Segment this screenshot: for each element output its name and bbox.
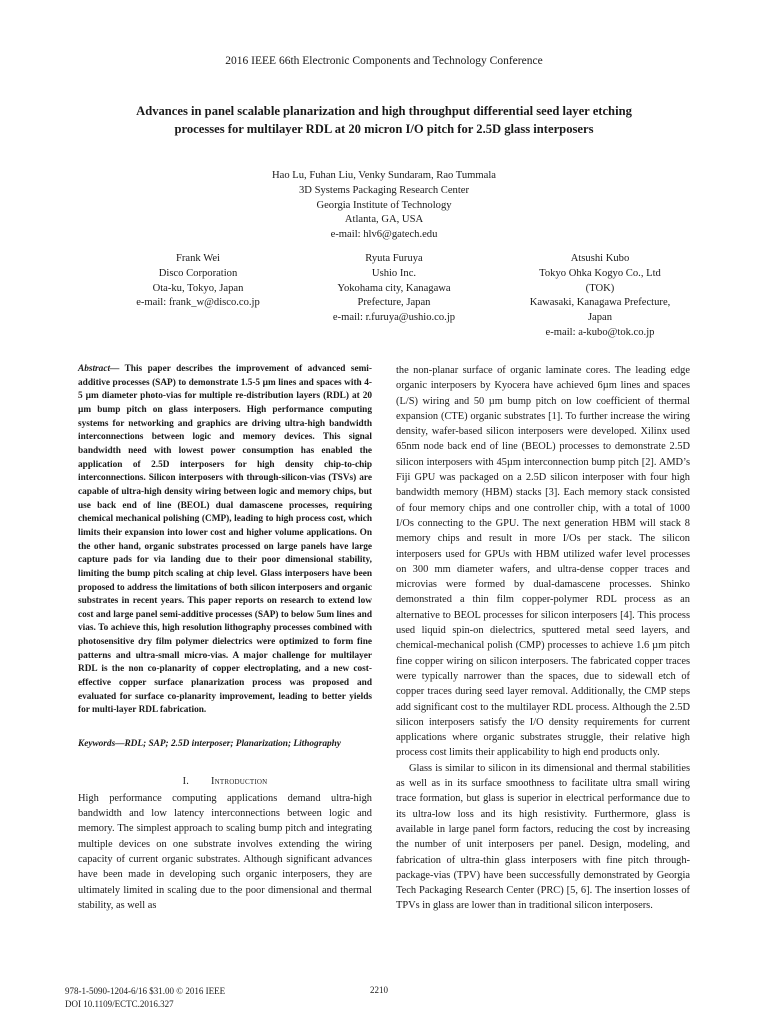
- footer-isbn: 978-1-5090-1204-6/16 $31.00 © 2016 IEEE: [65, 986, 226, 996]
- abstract-text: — This paper describes the improvement of advanced semi-additive processes (SAP) to demonstrate 1.5-5 µm lines and spaces with 4-5 µm diameter photo-vias for multiple re-distribution layers (RDL) at 20 µm bump pitch on glass interposers. High performance computing systems for networking and graphics are driving ultra-high bandwidth interconnections between logic and memory devices. This signal bandwidth need with lowest power consumption has enabled the application of 2.5D interposers for high density chip-to-chip interconnections. Silicon interposers with through-silicon-vias (TSVs) are capable of ultra-high density wiring between logic and memory chips, but use back end of line (BEOL) dual damascene processes, requiring chemical mechanical polishing (CMP), leading to high process cost, which limits their expansion into lower cost and higher volume applications. On the other hand, organic substrates processed on large panels have large capture pads for via landing due to their poor dimensional stability, limiting the bump pitch scaling at chip level. Glass interposers have been proposed to address the limitations of both silicon interposers and organic substrates in recent years. This paper reports on research to extend low cost and large panel semi-additive processes (SAP) to below 5um lines and vias. To achieve this, high resolution lithography processes combined with photosensitive dry film polymer dielectrics were optimized to form fine patterns and ultra-small micro-vias. A major challenge for multilayer RDL is the non co-planarity of copper electroplating, and a new cost-effective copper surface planarization process was proposed and evaluated for surface co-planarity improvement, leading to better yields for multi-layer RDL fabrication.: [78, 364, 372, 716]
- paper-title: [80, 102, 688, 138]
- abstract-label: Abstract: [78, 364, 111, 374]
- coauthor-location: Ota-ku, Tokyo, Japan: [152, 282, 244, 294]
- coauthor-location: Yokohama city, Kanagawa: [337, 282, 451, 294]
- body-paragraph-2: Glass is similar to silicon in its dimensional and thermal stabilities as well as in its surface smoothness to facilitate ultra small wiring trace formation, but glass is superior in electrical performance due to its ultra-low loss and its high resistivity. Furthermore, glass is available in large panel form factors, reducing the cost by increasing the number of unit interposers per panel. Design, modeling, and fabrication of ultra-thin glass interposers with fine pitch through-package-vias (TPV) have been successfully demonstrated by Georgia Tech Packaging Research Center (PRC) [5, 6]. The insertion losses of TPVs in glass are lower than in traditional silicon interposers.: [396, 762, 690, 912]
- body-paragraph-1: the non-planar surface of organic laminate cores. The leading edge organic interposers by Kyocera have achieved 6µm lines and spaces (L/S) wiring and 50 µm bump pitch on low coefficient of thermal expansion (CTE) organic substrates [1]. To further increase the wiring density, wafer-based silicon interposers were developed. Xilinx used 65nm node back end of line (BEOL) processes to demonstrate 2.5D silicon interposers with 45µm interconnection bump pitch [2]. AMD’s Fiji GPU was packaged on a 2.5D silicon interposer with four high bandwidth memory (HBM) stacks [3]. Each memory stack consisted of four memory chips and one controller chip, with a total of 1000 I/Os connecting to the GPU. The next generation HBM will stack 8 memory chips and result in more I/Os per stack. The silicon interposers used for GPUs with HBM utilized wafer level processes on 300 mm diameter wafers, and ultra-dense copper traces and microvias were formed by dual-damascene processes. Shinko demonstrated a thin film copper-polymer RDL process as an alternative to BEOL processes for silicon interposers [4]. This process used liquid spin-on dielectrics, sputtered metal seed layers, and chemical-mechanical polish (CMP) processes to achieve 1.6 µm pitch fine copper wiring on silicon interposers. The fabricated copper traces were typically narrower than the spaces, due to sidewall etch of copper traces during seed layer removal. Additionally, the CMP steps add significant cost to the multilayer RDL process. Although the 2.5D silicon interposers satisfy the I/O density requirements for current applications where organic substrates struggle, their relative high process cost limits their applicability to high end products only.: [396, 365, 690, 759]
- section-heading-introduction: [78, 776, 372, 787]
- coauthor-name: Atsushi Kubo: [570, 253, 630, 264]
- title-line-2: processes for multilayer RDL at 20 micron I/O pitch for 2.5D glass interposers: [174, 122, 594, 136]
- location: Atlanta, GA, USA: [344, 214, 424, 226]
- left-column: [78, 363, 372, 913]
- coauthor-email: e-mail: r.furuya@ushio.co.jp: [332, 312, 456, 324]
- abstract: [78, 363, 372, 718]
- intro-paragraph: High performance computing applications demand ultra-high bandwidth and low latency interconnections between logic and memory. The simplest approach to scaling bump pitch and integrating multiple devices on one substrate involves extending the wiring capacity of current organic substrates. Although significant advances have been made in developing such organic interposers, they are ultimately limited in scaling due to the poor dimensional and thermal stability, as well as: [78, 792, 372, 911]
- coauthor-block-ushio: [294, 252, 494, 326]
- title-line-1: Advances in panel scalable planarization and high throughput differential seed layer etching: [136, 104, 632, 118]
- keywords: Keywords—RDL; SAP; 2.5D interposer; Planarization; Lithography: [78, 739, 341, 750]
- research-center: 3D Systems Packaging Research Center: [298, 184, 470, 196]
- right-column: [396, 363, 690, 914]
- section-number: I.: [182, 775, 189, 787]
- coauthor-name: Frank Wei: [176, 253, 220, 264]
- coauthor-company: Tokyo Ohka Kogyo Co., Ltd: [539, 267, 661, 279]
- section-title: Introduction: [211, 775, 268, 787]
- main-affiliation: [234, 169, 534, 243]
- coauthor-name: Ryuta Furuya: [365, 253, 423, 264]
- coauthor-company: Disco Corporation: [158, 267, 238, 279]
- coauthor-company-abbrev: (TOK): [585, 282, 615, 294]
- institute: Georgia Institute of Technology: [316, 199, 452, 211]
- coauthor-country: Japan: [587, 312, 613, 324]
- coauthor-block-disco: [98, 252, 298, 311]
- conference-name: 2016 IEEE 66th Electronic Components and Technology Conference: [225, 55, 543, 67]
- footer-copyright: [65, 985, 225, 1011]
- coauthor-email: e-mail: a-kubo@tok.co.jp: [545, 326, 655, 338]
- coauthor-email: e-mail: frank_w@disco.co.jp: [136, 297, 260, 309]
- coauthor-company: Ushio Inc.: [371, 267, 417, 279]
- coauthor-location: Kawasaki, Kanagawa Prefecture,: [529, 297, 671, 309]
- author-names: Hao Lu, Fuhan Liu, Venky Sundaram, Rao Tummala: [271, 170, 497, 181]
- coauthor-block-tok: [500, 252, 700, 341]
- coauthor-location-2: Prefecture, Japan: [357, 297, 431, 309]
- footer-doi: DOI 10.1109/ECTC.2016.327: [65, 999, 174, 1009]
- contact-email: e-mail: hlv6@gatech.edu: [330, 229, 438, 241]
- page-number: 2210: [370, 985, 388, 995]
